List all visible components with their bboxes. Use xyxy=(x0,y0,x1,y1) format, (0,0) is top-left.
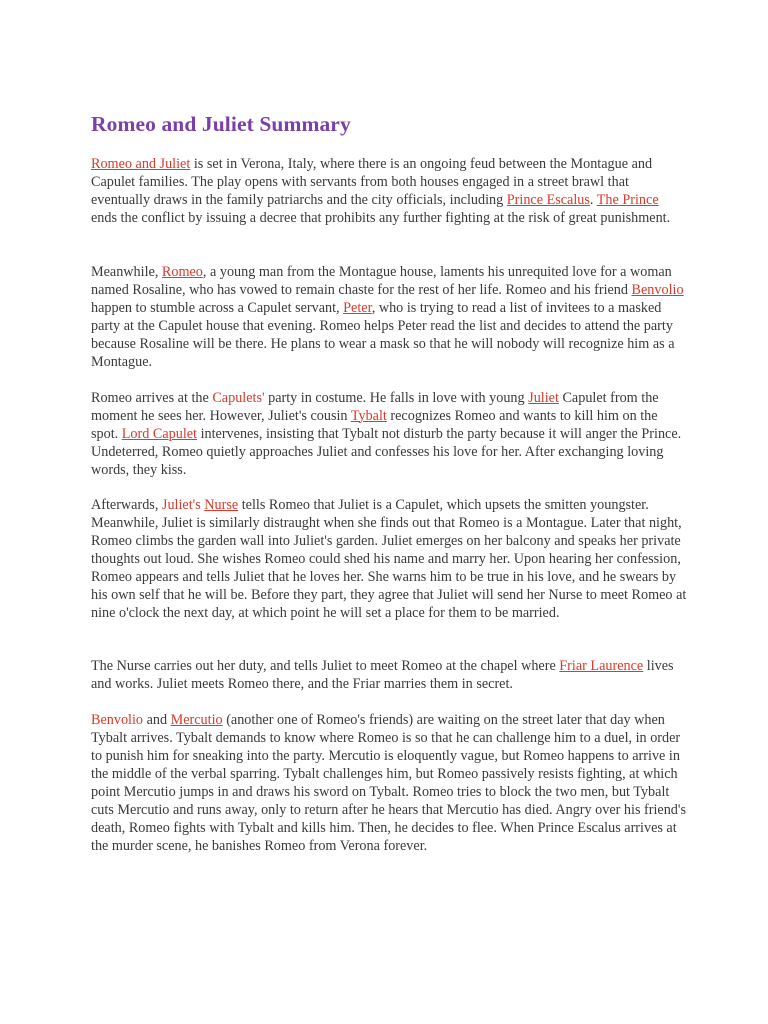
character-link[interactable]: Juliet's xyxy=(161,497,201,513)
character-link[interactable]: Capulets' xyxy=(212,390,265,406)
character-link[interactable]: Romeo xyxy=(161,264,203,280)
character-link[interactable]: Benvolio xyxy=(91,712,144,728)
character-link[interactable]: Prince Escalus xyxy=(506,192,590,208)
paragraph-text: happen to stumble across a Capulet servant, xyxy=(91,300,344,316)
character-link[interactable]: Lord Capulet xyxy=(121,426,198,442)
character-link[interactable]: Nurse xyxy=(204,497,239,513)
paragraph-text: party in costume. He falls in love with young xyxy=(264,390,529,406)
paragraph-text: The Nurse carries out her duty, and tells Juliet to meet Romeo at the chapel where xyxy=(91,658,560,674)
paragraph-4 xyxy=(91,496,687,622)
character-link[interactable]: Benvolio xyxy=(631,282,684,298)
page-title: Romeo and Juliet Summary xyxy=(91,112,351,136)
character-link[interactable]: The Prince xyxy=(596,192,659,208)
paragraph-text: Afterwards, xyxy=(91,497,162,513)
paragraph-text: . xyxy=(589,192,597,208)
paragraph-text: Romeo arrives at the xyxy=(91,390,213,406)
paragraph-text: recognizes Romeo and wants to kill him on the spot. xyxy=(91,408,658,442)
paragraph-text: Meanwhile, xyxy=(91,264,162,280)
paragraph-5 xyxy=(91,657,687,693)
paragraph-text: tells Romeo that Juliet is a Capulet, which upsets the smitten youngster. Meanwhile, Juliet is similarly distraught when she finds out that Romeo is a Montague. Later that night, Romeo climbs the garden wall into Juliet's garden. Juliet emerges on her balcony and speaks her private thoughts out loud. She wishes Romeo could shed his name and marry her. Upon hearing her confession, Romeo appears and tells Juliet that he loves her. She warns him to be true in his love, and he swears by his own self that he will be. Before they part, they agree that Juliet will send her Nurse to meet Romeo at nine o'clock the next day, at which point he will set a place for them to be married. xyxy=(91,497,687,621)
character-link[interactable]: Juliet xyxy=(528,390,559,406)
paragraph-text: is set in Verona, Italy, where there is an ongoing feud between the Montague and Capulet families. The play opens with servants from both houses engaged in a street brawl that eventually draws in the family patriarchs and the city officials, including xyxy=(91,156,653,208)
paragraph-text: and xyxy=(143,712,171,728)
paragraph-3 xyxy=(91,389,687,479)
paragraph-text: (another one of Romeo's friends) are waiting on the street later that day when Tybalt arrives. Tybalt demands to know where Romeo is so that he can challenge him to a duel, in order to punish him for sneaking into the party. Mercutio is eloquently vague, but Romeo happens to arrive in the middle of the verbal sparring. Tybalt challenges him, but Romeo passively resists fighting, at which point Mercutio jumps in and draws his sword on Tybalt. Romeo tries to block the two men, but Tybalt cuts Mercutio and runs away, only to return after he hears that Mercutio has died. Angry over his friend's death, Romeo fights with Tybalt and kills him. Then, he decides to flee. When Prince Escalus arrives at the murder scene, he banishes Romeo from Verona forever. xyxy=(91,712,686,854)
character-link[interactable]: Mercutio xyxy=(170,712,223,728)
paragraph-text: lives and works. Juliet meets Romeo there, and the Friar marries them in secret. xyxy=(91,658,674,692)
character-link[interactable]: Peter xyxy=(343,300,372,316)
character-link[interactable]: Tybalt xyxy=(350,408,387,424)
paragraph-text: , who is trying to read a list of invitees to a masked party at the Capulet house that evening. Romeo helps Peter read the list and decides to attend the party because Rosaline will be there. He plans to wear a mask so that he will nobody will recognize him as a Montague. xyxy=(91,300,675,370)
paragraph-text: ends the conflict by issuing a decree that prohibits any further fighting at the risk of great punishment. xyxy=(91,210,671,226)
character-link[interactable]: Friar Laurence xyxy=(559,658,644,674)
paragraph-text: , a young man from the Montague house, laments his unrequited love for a woman named Rosaline, who has vowed to remain chaste for the rest of her life. Romeo and his friend xyxy=(91,264,672,298)
character-link[interactable]: Romeo and Juliet xyxy=(91,156,191,172)
paragraph-1 xyxy=(91,155,687,227)
paragraph-6 xyxy=(91,711,687,855)
paragraph-text: Capulet from the moment he sees her. However, Juliet's cousin xyxy=(91,390,659,424)
paragraph-2 xyxy=(91,263,687,371)
paragraph-text: intervenes, insisting that Tybalt not disturb the party because it will anger the Prince. Undeterred, Romeo quietly approaches Juliet and confesses his love for her. After exchanging loving words, they kiss. xyxy=(91,426,682,478)
